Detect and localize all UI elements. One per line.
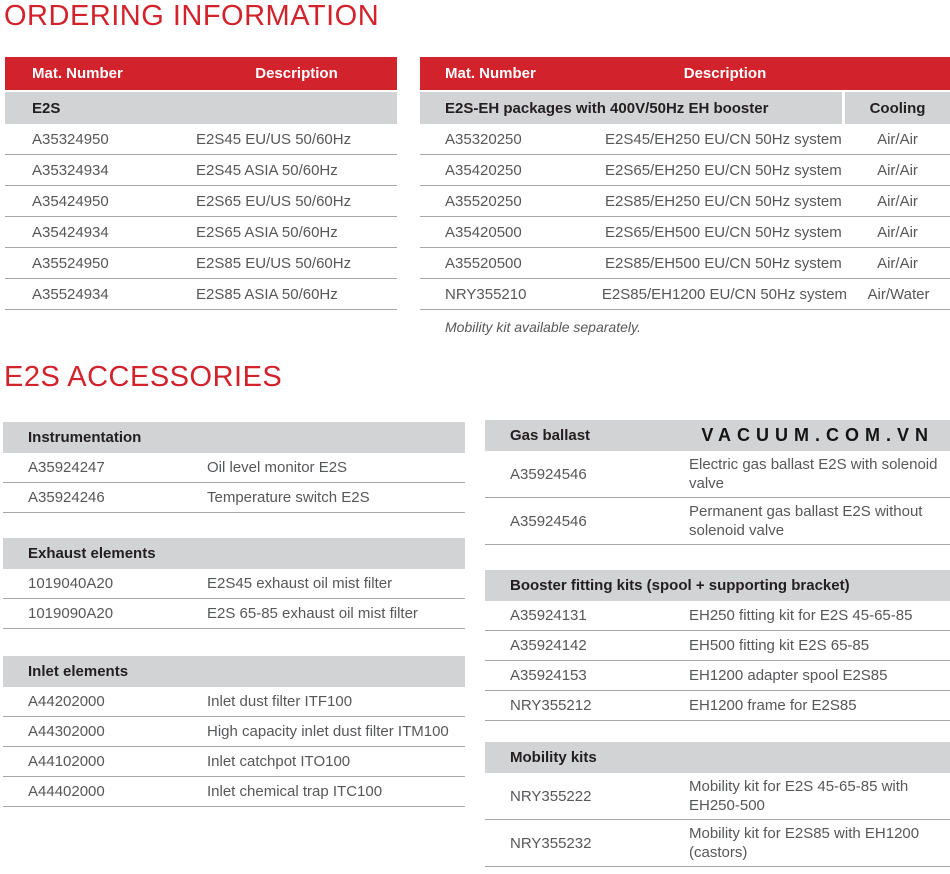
vacuum-watermark: VACUUM.COM.VN: [701, 425, 934, 445]
table-row: [5, 248, 397, 279]
table-row: [485, 631, 950, 661]
mat-number-cell: NRY355232: [510, 834, 592, 852]
section-title-accessories: E2S ACCESSORIES: [4, 361, 283, 393]
description-cell: E2S45 exhaust oil mist filter: [207, 575, 393, 592]
group-header-e2s: [5, 90, 397, 124]
column-header-mat-number: Mat. Number: [445, 65, 536, 82]
accessory-header-label: Gas ballast: [510, 427, 591, 444]
mat-number-cell: A35324934: [32, 161, 109, 179]
table-row: [3, 717, 465, 747]
table-row: [485, 691, 950, 721]
description-cell: EH500 fitting kit E2S 65-85: [689, 637, 870, 654]
table-row: [420, 248, 950, 279]
group-header-e2s-eh: [420, 90, 950, 124]
accessory-table-mobility-kits: [485, 742, 950, 867]
page-title: ORDERING INFORMATION: [4, 0, 380, 32]
description-cell: E2S45 ASIA 50/60Hz: [196, 161, 338, 179]
description-cell: E2S65 EU/US 50/60Hz: [196, 192, 352, 210]
description-cell: High capacity inlet dust filter ITM100: [207, 723, 449, 740]
mat-number-cell: A35924153: [510, 667, 587, 684]
cooling-cell: Air/Air: [877, 223, 918, 241]
accessory-header: Instrumentation: [3, 422, 465, 453]
description-cell: E2S85 EU/US 50/60Hz: [196, 254, 352, 272]
description-cell: E2S85/EH1200 EU/CN 50Hz system: [601, 285, 848, 303]
table-row: [5, 155, 397, 186]
table-row: [485, 601, 950, 631]
ordering-table-e2s-eh: [420, 57, 950, 335]
accessory-table-gas-ballast: [485, 420, 950, 545]
mat-number-cell: A35524934: [32, 285, 109, 303]
mat-number-cell: A44102000: [28, 753, 105, 770]
description-cell: E2S85/EH500 EU/CN 50Hz system: [605, 254, 842, 272]
description-cell: EH1200 frame for E2S85: [689, 697, 857, 714]
table-row: [5, 279, 397, 310]
mat-number-cell: A35924247: [28, 459, 105, 476]
mat-number-cell: A35520500: [445, 254, 522, 272]
table-row: [5, 124, 397, 155]
description-cell: Temperature switch E2S: [207, 489, 370, 506]
mat-number-cell: A35420250: [445, 161, 522, 179]
mat-number-cell: A44402000: [28, 783, 105, 800]
description-cell: E2S65/EH250 EU/CN 50Hz system: [605, 161, 842, 179]
description-cell: Oil level monitor E2S: [207, 459, 348, 476]
description-cell: Mobility kit for E2S 45-65-85 with EH250-500: [689, 778, 909, 814]
accessory-header: [485, 420, 950, 451]
mat-number-cell: A35924131: [510, 607, 587, 624]
mat-number-cell: A44302000: [28, 723, 105, 740]
group-header-label: E2S-EH packages with 400V/50Hz EH booster: [420, 92, 845, 124]
mat-number-cell: A35924142: [510, 637, 587, 654]
cooling-cell: Air/Air: [877, 254, 918, 272]
description-cell: Mobility kit for E2S85 with EH1200 (castors): [689, 825, 920, 861]
table-row: [420, 279, 950, 310]
column-header-mat-number: Mat. Number: [32, 65, 123, 82]
mat-number-cell: A35924546: [510, 465, 587, 483]
table-row: [485, 661, 950, 691]
column-header-description: Description: [255, 65, 338, 82]
accessory-table-booster-fitting-kits: [485, 570, 950, 721]
table-row: [485, 498, 950, 545]
ordering-table-e2s: [5, 57, 397, 310]
table-row: [3, 483, 465, 513]
table-note: Mobility kit available separately.: [445, 319, 641, 335]
description-cell: EH1200 adapter spool E2S85: [689, 667, 888, 684]
mat-number-cell: 1019040A20: [28, 575, 114, 592]
accessories-left-column: [3, 422, 465, 832]
mat-number-cell: A35524950: [32, 254, 109, 272]
accessory-header: Inlet elements: [3, 656, 465, 687]
mat-number-cell: A44202000: [28, 693, 105, 710]
column-header-description: Description: [683, 65, 767, 82]
cooling-cell: Air/Air: [877, 192, 918, 210]
table-row: [3, 687, 465, 717]
mat-number-cell: A35424934: [32, 223, 109, 241]
description-cell: E2S85 ASIA 50/60Hz: [196, 285, 338, 303]
cooling-cell: Air/Water: [867, 285, 930, 303]
accessory-header: Exhaust elements: [3, 538, 465, 569]
accessories-right-column: [485, 420, 950, 874]
table-row: [485, 451, 950, 498]
mat-number-cell: A35320250: [445, 130, 522, 148]
description-cell: Electric gas ballast E2S with solenoid valve: [689, 456, 938, 492]
mat-number-cell: NRY355212: [510, 697, 592, 714]
table-row: [3, 599, 465, 629]
description-cell: E2S45/EH250 EU/CN 50Hz system: [605, 130, 842, 148]
mat-number-cell: A35520250: [445, 192, 522, 210]
description-cell: Permanent gas ballast E2S without solenoid valve: [689, 503, 923, 539]
mat-number-cell: A35924546: [510, 512, 587, 530]
mat-number-cell: NRY355222: [510, 787, 592, 805]
table-row: [485, 773, 950, 820]
cooling-cell: Air/Air: [877, 130, 918, 148]
mat-number-cell: A35424950: [32, 192, 109, 210]
table-row: [3, 747, 465, 777]
description-cell: Inlet dust filter ITF100: [207, 693, 353, 710]
accessory-table-exhaust-elements: [3, 538, 465, 629]
table-header-row: [420, 57, 950, 90]
table-row: [5, 217, 397, 248]
description-cell: Inlet catchpot ITO100: [207, 753, 351, 770]
accessory-table-inlet-elements: [3, 656, 465, 807]
description-cell: E2S65/EH500 EU/CN 50Hz system: [605, 223, 842, 241]
cooling-cell: Air/Air: [877, 161, 918, 179]
description-cell: E2S65 ASIA 50/60Hz: [196, 223, 338, 241]
accessory-header: Booster fitting kits (spool + supporting bracket): [485, 570, 950, 601]
mat-number-cell: 1019090A20: [28, 605, 114, 622]
table-row: [420, 186, 950, 217]
accessory-table-instrumentation: [3, 422, 465, 513]
mat-number-cell: A35420500: [445, 223, 522, 241]
description-cell: E2S85/EH250 EU/CN 50Hz system: [605, 192, 842, 210]
table-row: [3, 569, 465, 599]
description-cell: E2S45 EU/US 50/60Hz: [196, 130, 352, 148]
table-row: [3, 777, 465, 807]
table-row: [420, 217, 950, 248]
table-row: [485, 820, 950, 867]
table-row: [420, 124, 950, 155]
accessory-header: Mobility kits: [485, 742, 950, 773]
description-cell: EH250 fitting kit for E2S 45-65-85: [689, 607, 913, 624]
mat-number-cell: NRY355210: [445, 285, 527, 303]
table-row: [420, 155, 950, 186]
group-header-label: E2S: [32, 99, 61, 117]
mat-number-cell: A35924246: [28, 489, 105, 506]
column-header-cooling: Cooling: [869, 99, 926, 117]
mat-number-cell: A35324950: [32, 130, 109, 148]
table-row: [5, 186, 397, 217]
table-header-row: [5, 57, 397, 90]
table-row: [3, 453, 465, 483]
description-cell: Inlet chemical trap ITC100: [207, 783, 383, 800]
description-cell: E2S 65-85 exhaust oil mist filter: [207, 605, 418, 622]
